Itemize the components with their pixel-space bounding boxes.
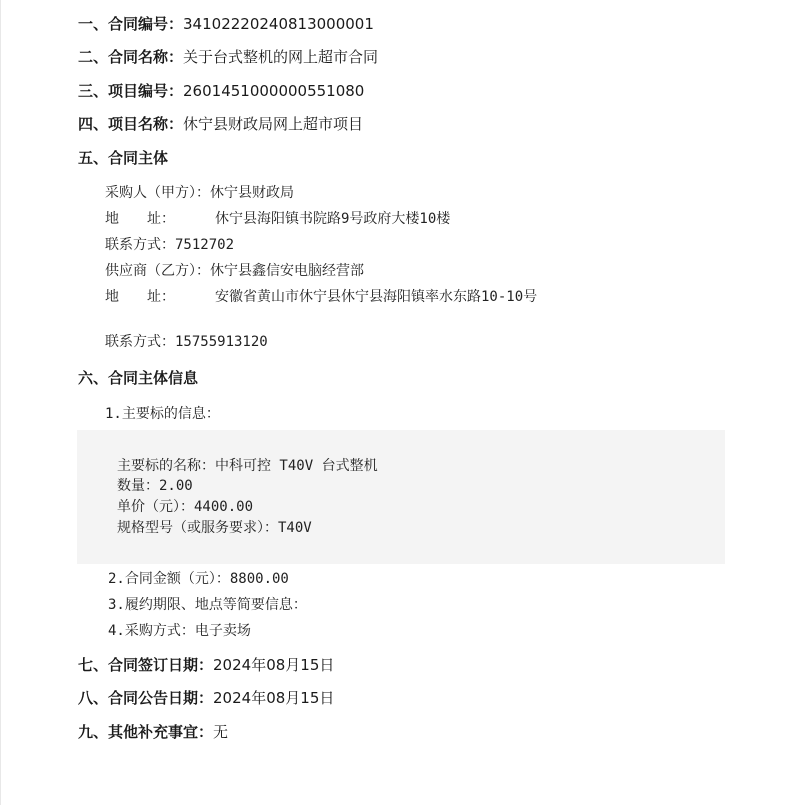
contract-name-label: 二、合同名称： [78,48,184,66]
contract-amount-line: 2.合同金额（元）：8800.00 [108,571,289,587]
contract-number-row [78,14,374,34]
supplier-address-label: 地 址： [105,289,175,305]
contract-info-label: 六、合同主体信息 [78,369,199,387]
performance-info-line: 3.履约期限、地点等简要信息： [108,597,307,613]
supplier-line: 供应商（乙方）：休宁县鑫信安电脑经营部 [105,263,364,279]
signing-date-row [78,655,334,675]
buyer-address-label: 地 址： [105,211,175,227]
contract-parties-heading [78,148,168,168]
project-name-value: 休宁县财政局网上超市项目 [183,115,364,133]
buyer-address-value: 休宁县海阳镇书院路9号政府大楼10楼 [215,211,451,227]
project-number-value: 2601451000000551080 [183,82,365,100]
contract-number-label: 一、合同编号： [78,15,184,33]
signing-date-value: 2024年08月15日 [213,656,335,674]
project-number-label: 三、项目编号： [78,82,184,100]
buyer-address-line [105,210,450,228]
other-matters-label: 九、其他补充事宜： [78,723,214,741]
project-name-label: 四、项目名称： [78,115,184,133]
procurement-method-line: 4.采购方式：电子卖场 [108,623,251,639]
project-number-row [78,81,364,101]
announcement-date-value: 2024年08月15日 [213,689,335,707]
quantity-line: 数量：2.00 [117,478,193,494]
supplier-address-value: 安徽省黄山市休宁县休宁县海阳镇率水东路10-10号 [215,289,538,305]
contract-name-row [78,47,378,67]
contract-parties-label: 五、合同主体 [78,149,169,167]
other-matters-row [78,722,228,742]
announcement-date-row [78,688,334,708]
contract-name-value: 关于台式整机的网上超市合同 [183,48,379,66]
project-name-row [78,114,363,134]
supplier-address-line [105,288,537,306]
main-subject-info-title: 1.主要标的信息： [105,406,220,422]
other-matters-value: 无 [213,723,229,741]
unit-price-line: 单价（元）：4400.00 [117,499,254,515]
buyer-contact-line: 联系方式：7512702 [105,237,235,253]
signing-date-label: 七、合同签订日期： [78,656,214,674]
main-subject-info-box [77,430,725,564]
supplier-contact-line: 联系方式：15755913120 [105,334,268,350]
contract-info-heading [78,368,198,388]
subject-name-line: 主要标的名称：中科可控 T40V 台式整机 [117,458,378,474]
buyer-line: 采购人（甲方）：休宁县财政局 [105,185,294,201]
announcement-date-label: 八、合同公告日期： [78,689,214,707]
spec-line: 规格型号（或服务要求）：T40V [117,520,312,536]
contract-number-value: 34102220240813000001 [183,15,374,33]
